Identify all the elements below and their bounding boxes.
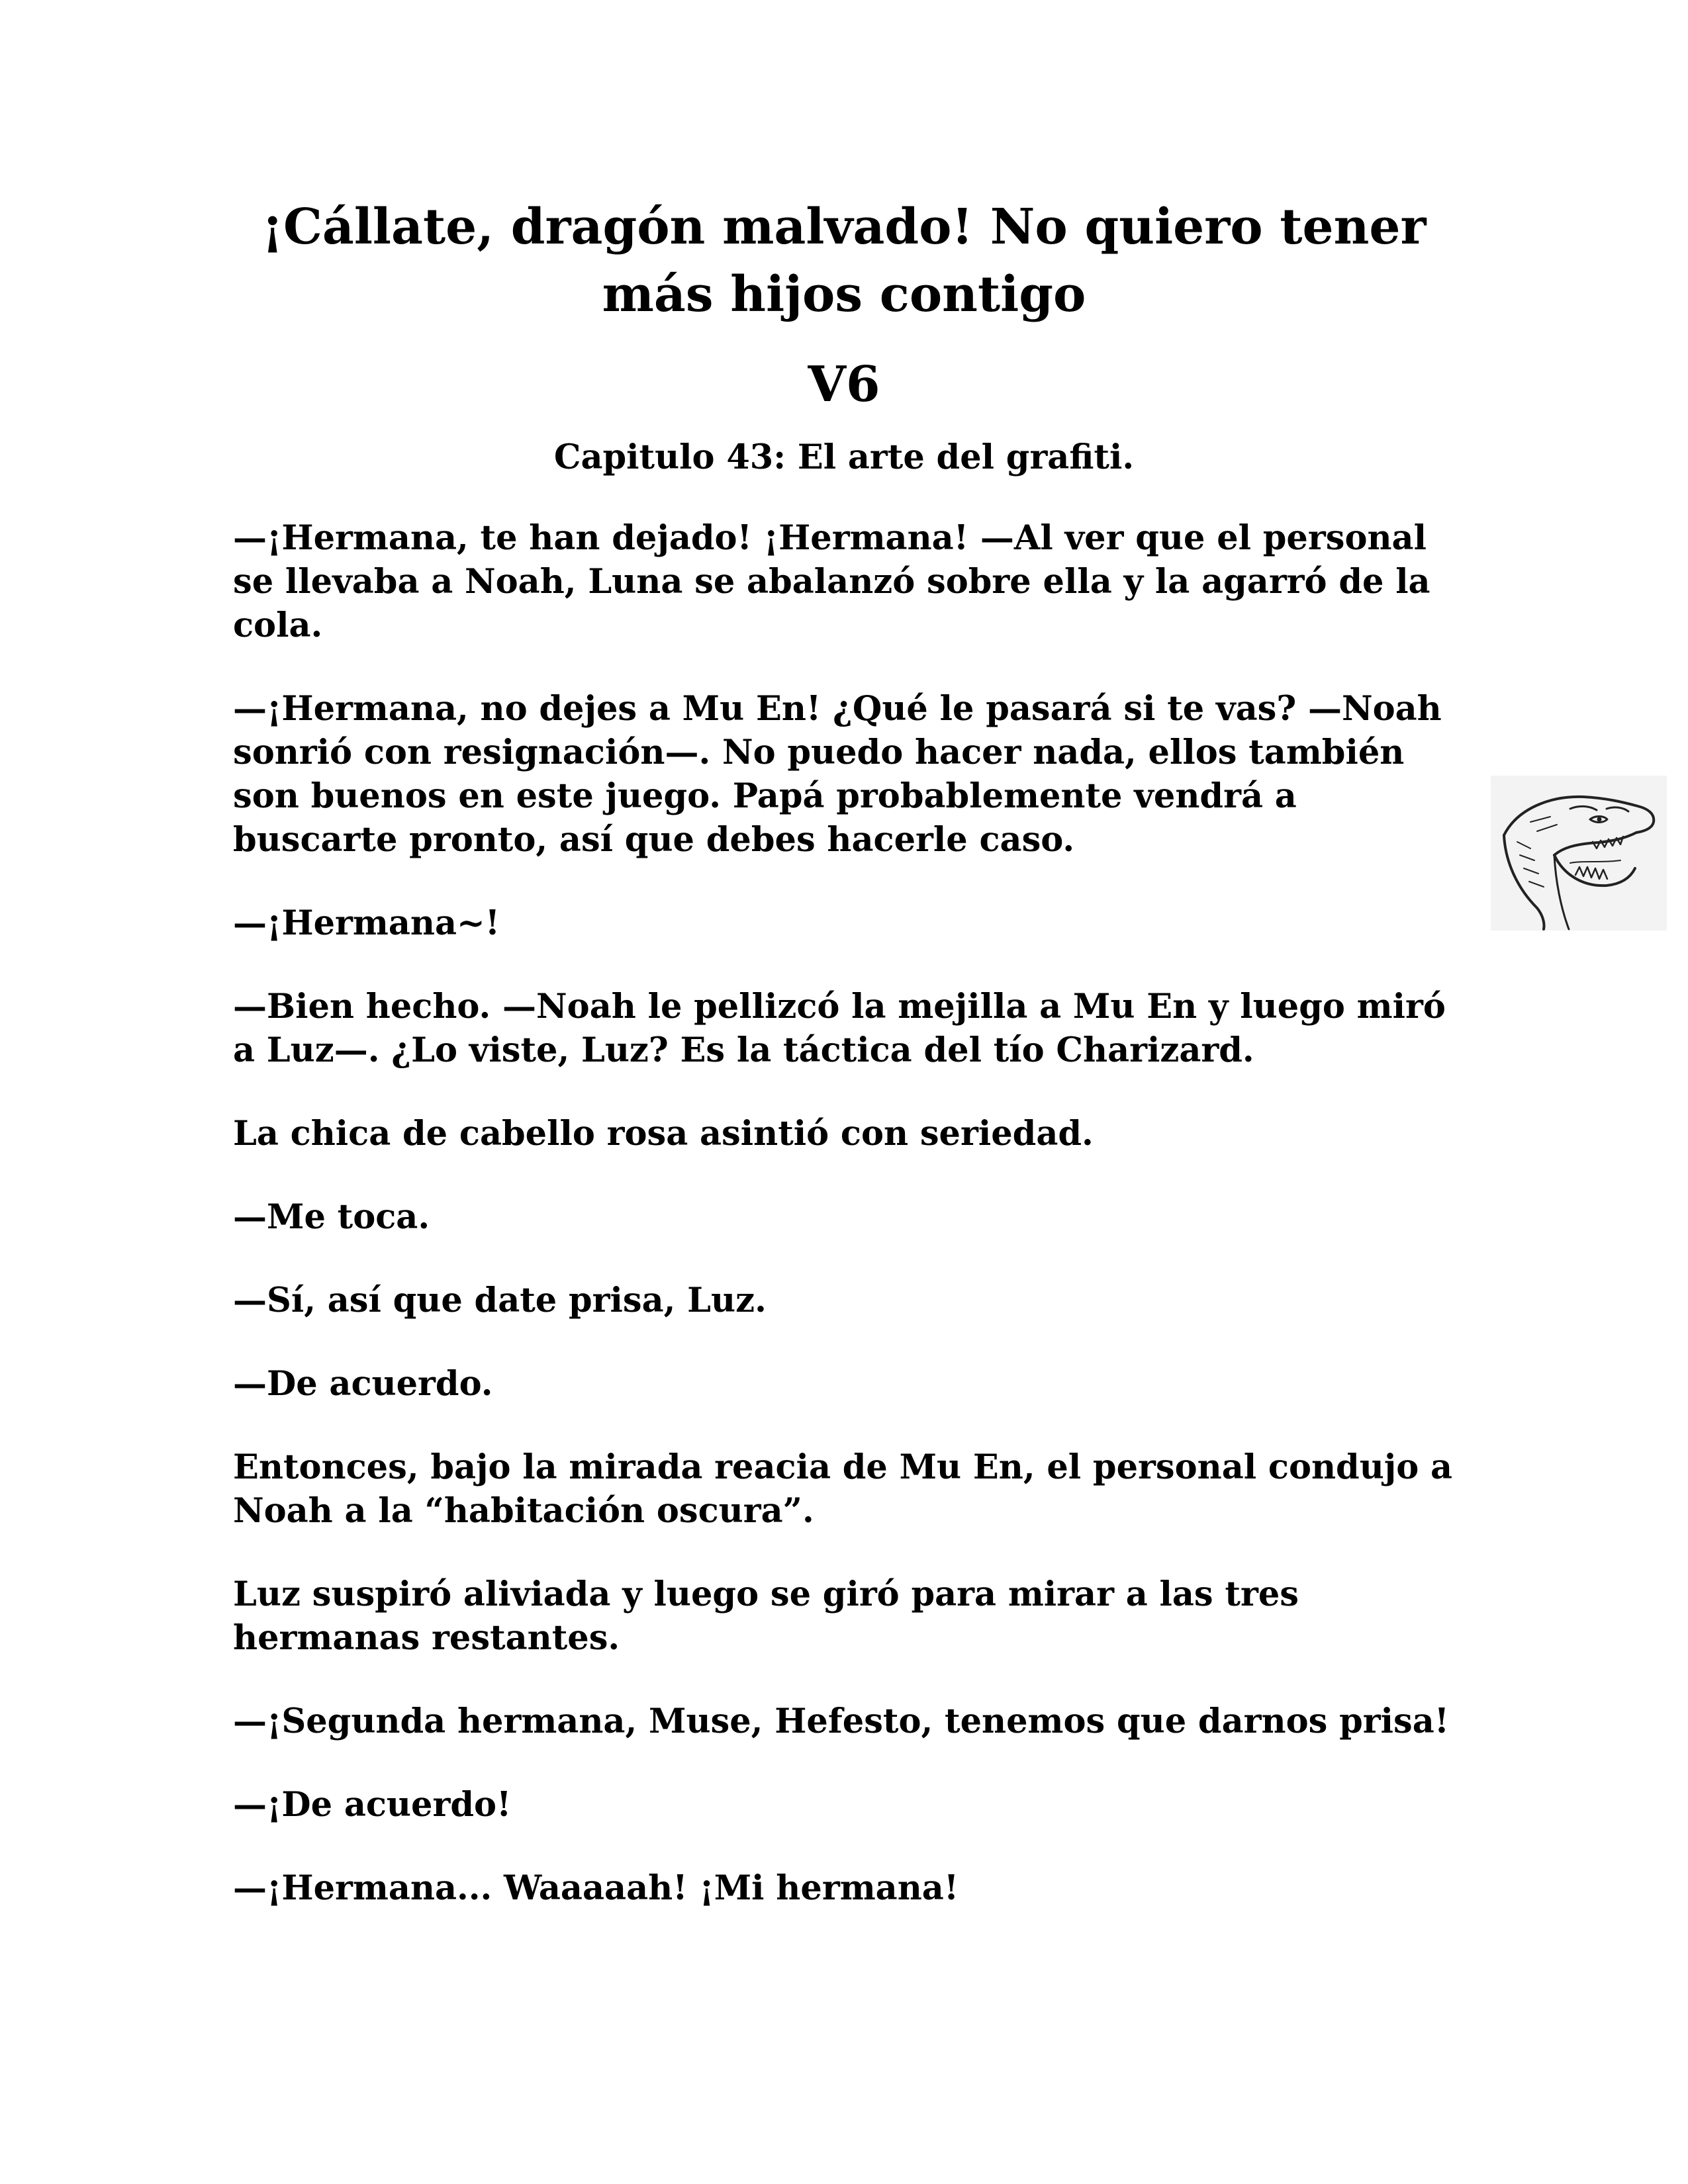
paragraph: Luz suspiró aliviada y luego se giró para mirar a las tres hermanas restantes. [233,1574,1299,1658]
volume-label: V6 [808,356,880,413]
paragraph: —Sí, así que date prisa, Luz. [233,1281,767,1320]
paragraph: —De acuerdo. [233,1364,493,1404]
paragraph: —¡De acuerdo! [233,1785,512,1825]
chapter-body [233,516,1458,1950]
paragraph: La chica de cabello rosa asintió con seriedad. [233,1114,1094,1154]
paragraph: —Bien hecho. —Noah le pellizcó la mejilla a Mu En y luego miró a Luz—. ¿Lo viste, Luz? Es la táctica del tío Charizard. [233,987,1446,1070]
paragraph: —¡Hermana... Waaaaah! ¡Mi hermana! [233,1868,959,1908]
paragraph: —¡Hermana~! [233,903,500,943]
chapter-heading: Capitulo 43: El arte del grafiti. [553,437,1135,477]
paragraph: Entonces, bajo la mirada reacia de Mu En, el personal condujo a Noah a la “habitación oscura”. [233,1447,1453,1531]
book-title-line-1: ¡Cállate, dragón malvado! No quiero tener [261,199,1427,255]
paragraph: —¡Hermana, te han dejado! ¡Hermana! —Al ver que el personal se llevaba a Noah, Luna se abalanzó sobre ella y la agarró de la cola. [233,518,1430,645]
book-title-line-2: más hijos contigo [602,266,1086,323]
paragraph: —Me toca. [233,1197,430,1237]
book-title [218,193,1470,328]
dragon-head-sketch-icon [1491,776,1667,931]
paragraph: —¡Segunda hermana, Muse, Hefesto, tenemos que darnos prisa! [233,1702,1450,1741]
paragraph: —¡Hermana, no dejes a Mu En! ¿Qué le pasará si te vas? —Noah sonrió con resignación—. No puedo hacer nada, ellos también son buenos en este juego. Papá probablemente vendrá a buscarte pronto, así que debes hacerle caso. [233,689,1442,860]
